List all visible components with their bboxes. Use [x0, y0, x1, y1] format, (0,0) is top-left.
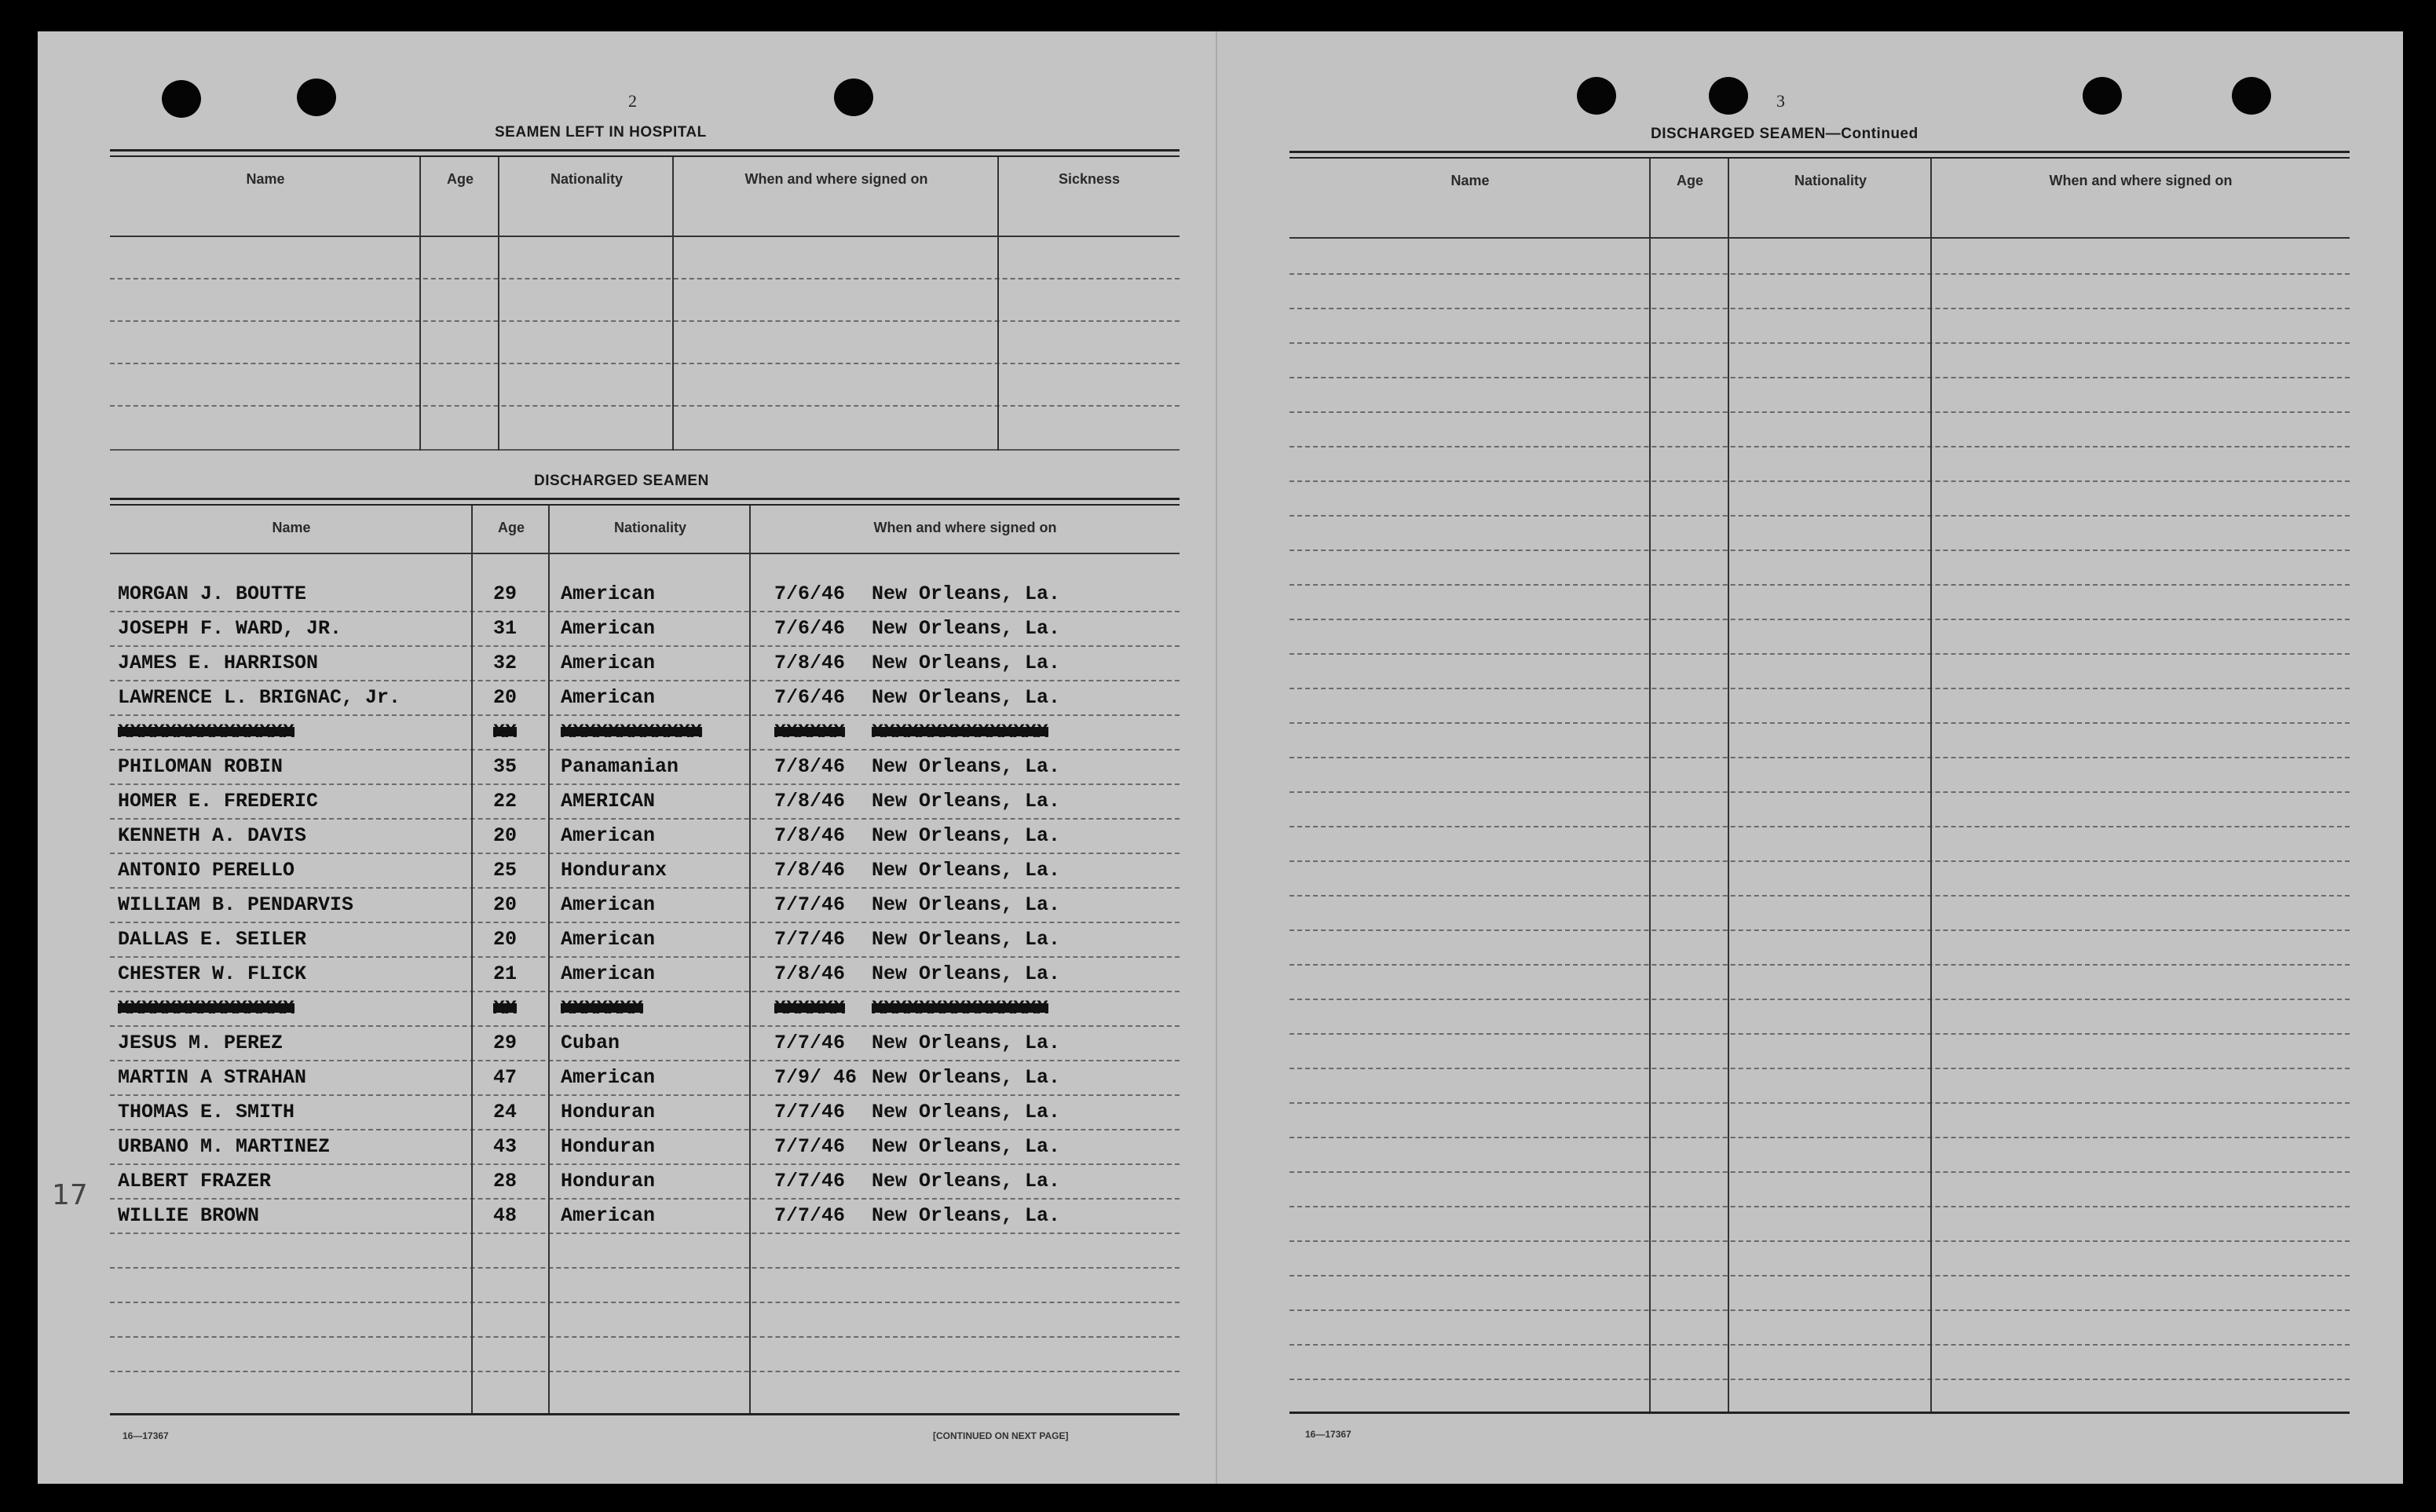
cell-date: 7/7/46	[774, 1032, 846, 1054]
column-header-age: Age	[1676, 173, 1703, 188]
column-header-age: Age	[446, 171, 474, 187]
row-line	[110, 320, 1180, 322]
cell-nationality: American	[561, 1066, 656, 1089]
cell-name: PHILOMAN ROBIN	[118, 755, 283, 778]
row-line	[110, 405, 1180, 407]
cell-age: XX	[493, 997, 518, 1020]
cell-age: 31	[493, 617, 518, 640]
column-divider	[1728, 159, 1729, 1412]
cell-name: HOMER E. FREDERIC	[118, 790, 319, 813]
row-line	[1289, 446, 2350, 447]
table-top-rule	[110, 155, 1180, 157]
column-header-name: Name	[272, 520, 311, 535]
cell-name: JESUS M. PEREZ	[118, 1032, 283, 1054]
cell-age: 29	[493, 583, 518, 605]
row-line	[1289, 515, 2350, 517]
table-top-rule	[1289, 151, 2350, 153]
row-line	[1289, 411, 2350, 413]
row-line	[1289, 895, 2350, 897]
row-line	[1289, 826, 2350, 827]
cell-place: XXXXXXXXXXXXXXX	[872, 997, 1049, 1020]
column-header-signed-on: When and where signed on	[2049, 173, 2233, 188]
row-line	[110, 956, 1180, 958]
cell-age: 22	[493, 790, 518, 813]
row-line	[1289, 1240, 2350, 1242]
cell-age: 47	[493, 1066, 518, 1089]
cell-nationality: American	[561, 962, 656, 985]
form-code: 16—17367	[123, 1430, 169, 1441]
column-divider	[672, 157, 674, 451]
cell-place: New Orleans, La.	[872, 686, 1061, 709]
cell-age: 20	[493, 928, 518, 951]
cell-date: XXXXXX	[774, 721, 846, 743]
row-line	[110, 818, 1180, 820]
row-line	[1289, 1309, 2350, 1311]
table-bottom-rule	[1289, 1412, 2350, 1414]
punch-hole	[2083, 77, 2122, 115]
cell-place: New Orleans, La.	[872, 583, 1061, 605]
column-header-signed-on: When and where signed on	[873, 520, 1057, 535]
column-divider	[997, 157, 999, 451]
cell-date: 7/7/46	[774, 893, 846, 916]
cell-place: New Orleans, La.	[872, 617, 1061, 640]
cell-name: CHESTER W. FLICK	[118, 962, 307, 985]
cell-nationality: Honduran	[561, 1135, 656, 1158]
column-divider	[471, 506, 473, 1413]
cell-nationality: American	[561, 928, 656, 951]
column-header-name: Name	[1450, 173, 1490, 188]
discharged-section-title: DISCHARGED SEAMEN	[534, 473, 709, 489]
row-line	[110, 1336, 1180, 1338]
cell-name: URBANO M. MARTINEZ	[118, 1135, 331, 1158]
cell-age: 25	[493, 859, 518, 882]
row-line	[1289, 480, 2350, 482]
cell-date: 7/8/46	[774, 755, 846, 778]
cell-nationality: American	[561, 824, 656, 847]
row-line	[110, 922, 1180, 923]
cell-date: 7/6/46	[774, 686, 846, 709]
punch-hole	[297, 79, 336, 116]
row-line	[1289, 377, 2350, 378]
cell-place: New Orleans, La.	[872, 1101, 1061, 1123]
cell-nationality: American	[561, 583, 656, 605]
table-top-rule	[1289, 157, 2350, 159]
cell-age: 20	[493, 824, 518, 847]
cell-nationality: Honduranx	[561, 859, 668, 882]
cell-name: JAMES E. HARRISON	[118, 652, 319, 674]
column-header-nationality: Nationality	[613, 520, 686, 535]
cell-age: 20	[493, 686, 518, 709]
cell-nationality: American	[561, 652, 656, 674]
row-line	[1289, 273, 2350, 275]
cell-date: 7/7/46	[774, 1135, 846, 1158]
column-header-nationality: Nationality	[550, 171, 623, 187]
cell-date: 7/7/46	[774, 1204, 846, 1227]
cell-name: JOSEPH F. WARD, JR.	[118, 617, 342, 640]
cell-nationality: Honduran	[561, 1101, 656, 1123]
row-line	[1289, 722, 2350, 724]
hospital-table	[110, 149, 1180, 452]
cell-name: XXXXXXXXXXXXXXX	[118, 997, 295, 1020]
row-line	[1289, 1171, 2350, 1173]
punch-hole	[162, 80, 201, 118]
cell-date: 7/7/46	[774, 1170, 846, 1192]
column-header-signed-on: When and where signed on	[744, 171, 928, 187]
cell-place: New Orleans, La.	[872, 790, 1061, 813]
cell-nationality: XXXXXXXXXXXX	[561, 721, 703, 743]
punch-hole	[1577, 77, 1616, 115]
row-line	[1289, 308, 2350, 309]
cell-date: 7/8/46	[774, 790, 846, 813]
column-header-age: Age	[497, 520, 525, 535]
row-line	[1289, 1206, 2350, 1207]
cell-place: New Orleans, La.	[872, 1032, 1061, 1054]
row-line	[110, 278, 1180, 279]
row-line	[1289, 550, 2350, 551]
cell-place: New Orleans, La.	[872, 824, 1061, 847]
cell-age: 48	[493, 1204, 518, 1227]
discharged-table	[110, 498, 1180, 1416]
cell-nationality: American	[561, 617, 656, 640]
cell-age: 24	[493, 1101, 518, 1123]
cell-date: 7/9/ 46	[774, 1066, 858, 1089]
cell-age: 32	[493, 652, 518, 674]
row-line	[1289, 342, 2350, 344]
row-line	[110, 1233, 1180, 1234]
row-line	[110, 1198, 1180, 1200]
row-line	[110, 783, 1180, 785]
cell-name: KENNETH A. DAVIS	[118, 824, 307, 847]
right-page	[1217, 31, 2403, 1484]
column-divider	[1649, 159, 1651, 1412]
cell-nationality: XXXXXXX	[561, 997, 644, 1020]
cell-nationality: Honduran	[561, 1170, 656, 1192]
cell-age: 28	[493, 1170, 518, 1192]
row-line	[110, 1060, 1180, 1061]
row-line	[1289, 964, 2350, 966]
cell-place: New Orleans, La.	[872, 962, 1061, 985]
continued-table	[1289, 151, 2350, 1415]
cell-place: New Orleans, La.	[872, 1135, 1061, 1158]
row-line	[110, 1163, 1180, 1165]
cell-date: 7/7/46	[774, 1101, 846, 1123]
hospital-section-title: SEAMEN LEFT IN HOSPITAL	[495, 124, 707, 141]
continued-section-title: DISCHARGED SEAMEN—Continued	[1651, 126, 1918, 142]
column-header-name: Name	[246, 171, 285, 187]
punch-hole	[1709, 77, 1748, 115]
cell-name: WILLIE BROWN	[118, 1204, 260, 1227]
row-line	[1289, 1102, 2350, 1104]
row-line	[110, 991, 1180, 992]
row-line	[1289, 999, 2350, 1000]
table-top-rule	[110, 504, 1180, 506]
table-top-rule	[110, 149, 1180, 152]
cell-date: XXXXXX	[774, 997, 846, 1020]
cell-nationality: American	[561, 1204, 656, 1227]
header-rule	[110, 236, 1180, 237]
cell-age: XX	[493, 721, 518, 743]
cell-age: 29	[493, 1032, 518, 1054]
cell-place: XXXXXXXXXXXXXXX	[872, 721, 1049, 743]
cell-nationality: Panamanian	[561, 755, 679, 778]
cell-place: New Orleans, La.	[872, 1170, 1061, 1192]
header-rule	[110, 553, 1180, 554]
column-divider	[419, 157, 421, 451]
row-line	[1289, 1033, 2350, 1035]
cell-name: ANTONIO PERELLO	[118, 859, 295, 882]
cell-place: New Orleans, La.	[872, 755, 1061, 778]
cell-age: 35	[493, 755, 518, 778]
page-number: 3	[1776, 91, 1785, 111]
cell-place: New Orleans, La.	[872, 893, 1061, 916]
row-line	[110, 887, 1180, 889]
punch-hole	[2232, 77, 2271, 115]
cell-date: 7/6/46	[774, 583, 846, 605]
cell-place: New Orleans, La.	[872, 1066, 1061, 1089]
row-line	[110, 645, 1180, 647]
row-line	[110, 853, 1180, 854]
handwritten-margin-mark: 17	[52, 1179, 88, 1211]
cell-place: New Orleans, La.	[872, 652, 1061, 674]
header-rule	[1289, 237, 2350, 239]
cell-date: 7/8/46	[774, 962, 846, 985]
cell-nationality: AMERICAN	[561, 790, 656, 813]
column-divider	[1930, 159, 1932, 1412]
row-line	[1289, 1137, 2350, 1138]
table-top-rule	[110, 498, 1180, 500]
cell-name: ALBERT FRAZER	[118, 1170, 272, 1192]
cell-date: 7/8/46	[774, 652, 846, 674]
row-line	[110, 363, 1180, 364]
row-line	[1289, 619, 2350, 620]
cell-nationality: American	[561, 893, 656, 916]
form-code: 16—17367	[1305, 1429, 1352, 1440]
row-line	[1289, 1275, 2350, 1276]
cell-place: New Orleans, La.	[872, 1204, 1061, 1227]
cell-name: DALLAS E. SEILER	[118, 928, 307, 951]
row-line	[110, 1025, 1180, 1027]
cell-place: New Orleans, La.	[872, 928, 1061, 951]
row-line	[1289, 929, 2350, 931]
cell-date: 7/8/46	[774, 859, 846, 882]
punch-hole	[834, 79, 873, 116]
cell-nationality: Cuban	[561, 1032, 620, 1054]
table-bottom-rule	[110, 1413, 1180, 1415]
row-line	[1289, 757, 2350, 758]
cell-name: XXXXXXXXXXXXXXX	[118, 721, 295, 743]
cell-age: 21	[493, 962, 518, 985]
column-divider	[498, 157, 499, 451]
row-line	[110, 714, 1180, 716]
row-line	[110, 1129, 1180, 1130]
column-header-nationality: Nationality	[1794, 173, 1867, 188]
cell-age: 20	[493, 893, 518, 916]
cell-name: MORGAN J. BOUTTE	[118, 583, 307, 605]
cell-date: 7/6/46	[774, 617, 846, 640]
page-number: 2	[628, 91, 637, 111]
row-line	[110, 449, 1180, 451]
row-line	[1289, 584, 2350, 586]
row-line	[110, 680, 1180, 681]
cell-age: 43	[493, 1135, 518, 1158]
row-line	[1289, 860, 2350, 862]
continued-note: [CONTINUED ON NEXT PAGE]	[933, 1430, 1069, 1441]
row-line	[110, 611, 1180, 612]
row-line	[1289, 791, 2350, 793]
column-divider	[548, 506, 550, 1413]
cell-nationality: American	[561, 686, 656, 709]
row-line	[1289, 1379, 2350, 1380]
cell-name: WILLIAM B. PENDARVIS	[118, 893, 354, 916]
cell-date: 7/8/46	[774, 824, 846, 847]
row-line	[110, 1267, 1180, 1269]
row-line	[110, 1302, 1180, 1303]
row-line	[1289, 1344, 2350, 1346]
row-line	[1289, 688, 2350, 689]
cell-name: THOMAS E. SMITH	[118, 1101, 295, 1123]
column-header-sickness: Sickness	[1058, 171, 1121, 187]
cell-place: New Orleans, La.	[872, 859, 1061, 882]
row-line	[110, 1371, 1180, 1372]
row-line	[110, 1094, 1180, 1096]
row-line	[1289, 653, 2350, 655]
cell-name: MARTIN A STRAHAN	[118, 1066, 307, 1089]
row-line	[110, 749, 1180, 751]
cell-date: 7/7/46	[774, 928, 846, 951]
left-page	[38, 31, 1217, 1484]
column-divider	[749, 506, 751, 1413]
row-line	[1289, 1068, 2350, 1069]
cell-name: LAWRENCE L. BRIGNAC, Jr.	[118, 686, 401, 709]
